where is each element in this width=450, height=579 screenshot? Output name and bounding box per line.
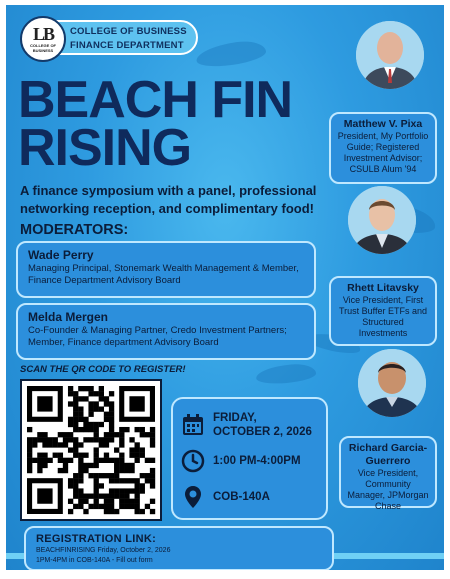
moderator-desc: Managing Principal, Stonemark Wealth Management & Member, Finance Department Advisory Board [28, 263, 299, 286]
calendar-icon [181, 413, 205, 437]
moderators-heading: MODERATORS: [20, 222, 129, 238]
speaker-photo [348, 186, 416, 254]
speaker-card [339, 436, 437, 511]
event-time-row [181, 449, 301, 473]
speaker-card [329, 112, 437, 184]
speaker-card [329, 276, 437, 346]
moderator-desc: Co-Founder & Managing Partner, Credo Investment Partners; Member, Finance department Advisory Board [28, 325, 287, 348]
speaker-photo [356, 21, 424, 89]
event-details-card [171, 397, 328, 520]
event-poster [6, 5, 444, 570]
speaker-desc: Vice President, Community Manager, JPMorgan Chase [347, 468, 429, 511]
registration-link-box[interactable] [24, 526, 334, 570]
scan-instruction: SCAN THE QR CODE TO REGISTER! [20, 364, 186, 375]
tagline: A finance symposium with a panel, professional networking reception, and complimentary food! [20, 183, 317, 216]
registration-title: REGISTRATION LINK: [36, 533, 157, 545]
registration-line-2: 1PM-4PM in COB-140A - Fill out form [36, 557, 153, 564]
dept-line-college: COLLEGE OF BUSINESS [70, 26, 187, 37]
speaker-desc: Vice President, First Trust Buffer ETFs and Structured Investments [338, 295, 428, 338]
event-date: OCTOBER 2, 2026 [213, 426, 312, 438]
event-day: FRIDAY, [213, 412, 257, 424]
logo-text: COLLEGE OF BUSINESS [30, 43, 56, 53]
dept-line-finance: FINANCE DEPARTMENT [70, 40, 184, 51]
moderator-name: Melda Mergen [28, 310, 109, 324]
moderator-card [16, 241, 316, 298]
shark-decoration [195, 38, 267, 70]
registration-qr-code[interactable] [20, 379, 162, 521]
moderator-name: Wade Perry [28, 248, 94, 262]
moderator-card [16, 303, 316, 360]
college-logo [20, 16, 66, 62]
logo-mark: LB [32, 24, 53, 44]
title-line-1: BEACH FIN [18, 71, 293, 129]
location-pin-icon [181, 485, 205, 509]
speaker-desc: President, My Portfolio Guide; Registered Investment Advisor; CSULB Alum '94 [337, 131, 429, 174]
speaker-name: Richard Garcia-Guerrero [348, 442, 428, 467]
event-location-row [181, 485, 270, 509]
title-line-2: RISING [18, 119, 192, 177]
event-location: COB-140A [213, 491, 270, 503]
department-banner [56, 20, 198, 55]
shark-decoration [255, 362, 316, 385]
speaker-name: Rhett Litavsky [347, 282, 419, 294]
event-date-row [181, 411, 312, 439]
event-time: 1:00 PM-4:00PM [213, 455, 301, 467]
speaker-name: Matthew V. Pixa [343, 118, 423, 130]
clock-icon [181, 449, 205, 473]
speaker-photo [358, 349, 426, 417]
registration-line-1[interactable]: BEACHFINRISING Friday, October 2, 2026 [36, 547, 171, 554]
